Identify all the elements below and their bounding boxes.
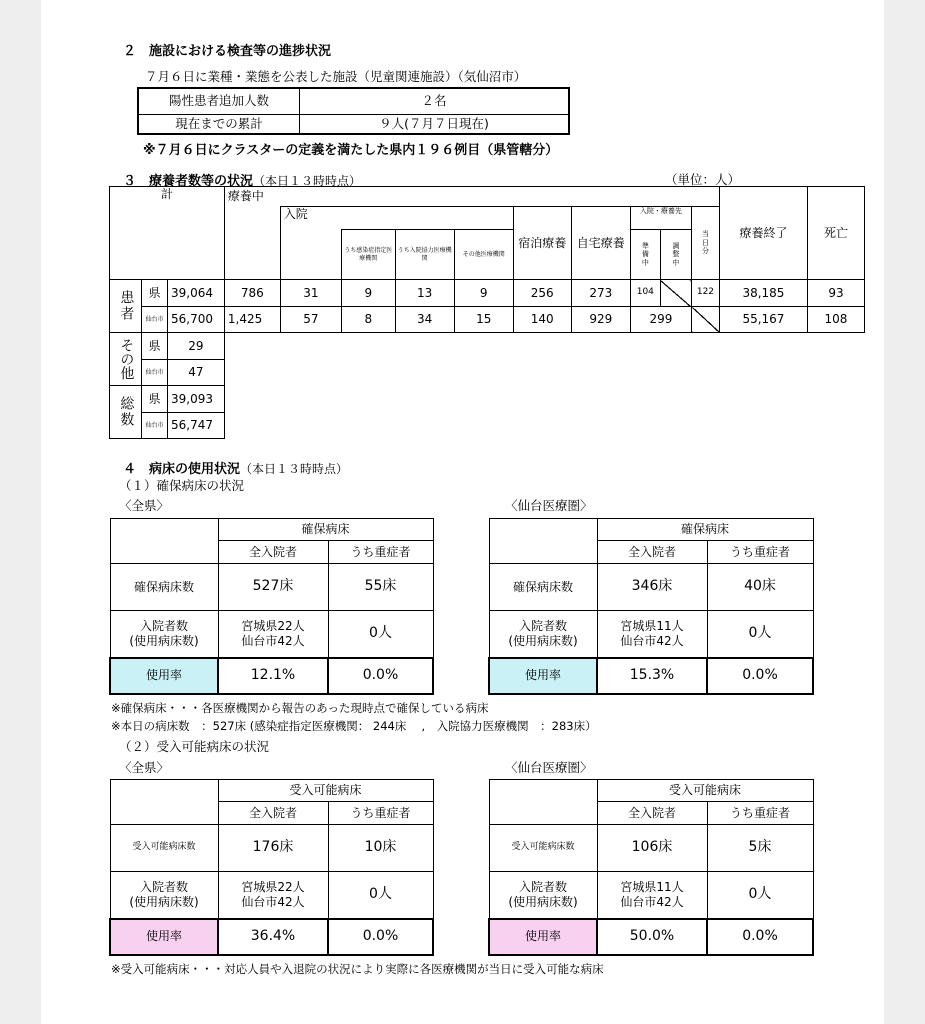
cell: 122 <box>692 280 720 307</box>
patient-status-table <box>109 186 865 439</box>
kakuho-sendai-table <box>488 518 814 695</box>
junbi-header: 準備中 <box>630 230 660 280</box>
cell: 93 <box>807 280 864 307</box>
kakuho-header: 確保病床 <box>218 519 433 541</box>
cell: 5床 <box>707 825 813 872</box>
cumulative-label: 現在までの累計 <box>138 114 300 134</box>
ukeire-sendai-table <box>488 779 814 956</box>
shukuhaku-header: 宿泊療養 <box>513 207 571 280</box>
row-beds: 受入可能病床数 <box>110 825 218 872</box>
cell: 108 <box>807 307 864 333</box>
cell: 527床 <box>218 564 328 611</box>
cell: 56,700 <box>167 307 224 333</box>
cell: 140 <box>513 307 571 333</box>
cell: 0.0% <box>328 658 433 694</box>
cell: 10床 <box>328 825 433 872</box>
row-rate: 使用率 <box>110 919 218 955</box>
cell: 宮城県22人 仙台市42人 <box>218 611 328 658</box>
cell: 36.4% <box>218 919 328 955</box>
cell: 39,093 <box>167 386 224 413</box>
group-sousu: 総数 <box>110 386 142 439</box>
sub2-heading: （２）受入可能病床の状況 <box>119 739 270 754</box>
shibo-header: 死亡 <box>807 187 864 280</box>
row-beds: 受入可能病床数 <box>489 825 597 872</box>
cell: 0.0% <box>328 919 433 955</box>
kakuho-header: 確保病床 <box>597 519 813 541</box>
label-sendai: 仙台市 <box>142 413 168 439</box>
cell: 256 <box>513 280 571 307</box>
cell: 15 <box>454 307 513 333</box>
shuryo-header: 療養終了 <box>719 187 807 280</box>
chosei-header: 調整中 <box>660 230 691 280</box>
added-positive-value: ２名 <box>300 88 570 114</box>
cell: 56,747 <box>167 413 224 439</box>
kansen-header: うち感染症指定医療機関 <box>341 230 395 280</box>
cell: 0人 <box>707 872 813 919</box>
cell: 34 <box>395 307 454 333</box>
kyoryoku-header: うち入院協力医療機関 <box>395 230 454 280</box>
note-ukeire: ※受入可能病床・・・対応人員や入退院の状況により実際に各医療機関が当日に受入可能な病床 <box>111 962 604 976</box>
cell: 29 <box>167 333 224 360</box>
cell: 9 <box>341 280 395 307</box>
cell: 47 <box>167 360 224 386</box>
cell: 55,167 <box>719 307 807 333</box>
kakuho-zenken-table <box>109 518 434 695</box>
cell: 40床 <box>707 564 813 611</box>
cell: 1,425 <box>224 307 280 333</box>
label-sendai: 仙台市 <box>142 360 168 386</box>
section4-heading: ４ 病床の使用状況（本日１３時時点） <box>123 462 349 477</box>
ukeire-header: 受入可能病床 <box>597 780 813 802</box>
cell: 38,185 <box>719 280 807 307</box>
col-all: 全入院者 <box>218 541 328 564</box>
cell: 0人 <box>328 611 433 658</box>
cell: 106床 <box>597 825 707 872</box>
col-all: 全入院者 <box>597 802 707 825</box>
row-inpatients: 入院者数 (使用病床数) <box>489 872 597 919</box>
col-severe: うち重症者 <box>328 802 433 825</box>
cell: 0.0% <box>707 658 813 694</box>
row-rate: 使用率 <box>489 658 597 694</box>
note-beds-today: ※本日の病床数 ：527床 (感染症指定医療機関： 244床 , 入院協力医療機関 ：283床） <box>111 719 597 733</box>
diagonal-cell <box>692 307 720 333</box>
cell: 宮城県11人 仙台市42人 <box>597 611 707 658</box>
note-kakuho: ※確保病床・・・各医療機関から報告のあった現時点で確保している病床 <box>111 701 489 715</box>
document-page <box>41 0 884 1024</box>
col-severe: うち重症者 <box>707 802 813 825</box>
cell: 13 <box>395 280 454 307</box>
cell: 15.3% <box>597 658 707 694</box>
row-inpatients: 入院者数 (使用病床数) <box>110 611 218 658</box>
row-inpatients: 入院者数 (使用病床数) <box>489 611 597 658</box>
label-ken: 県 <box>142 280 168 307</box>
row-inpatients: 入院者数 (使用病床数) <box>110 872 218 919</box>
row-beds: 確保病床数 <box>489 564 597 611</box>
sonota-kikan-header: その他医療機関 <box>454 230 513 280</box>
row-beds: 確保病床数 <box>110 564 218 611</box>
cell: 273 <box>571 280 630 307</box>
positive-count-table <box>137 87 570 135</box>
nyuin-ryoyo-header: 入院・療養先 <box>630 207 691 230</box>
total-header: 計 <box>110 187 225 280</box>
cell: 50.0% <box>597 919 707 955</box>
nyuin-header: 入院 <box>280 207 513 230</box>
label-sendai: 仙台市 <box>142 307 168 333</box>
cell: 104 <box>630 280 660 307</box>
ukeire-header: 受入可能病床 <box>218 780 433 802</box>
cell: 宮城県22人 仙台市42人 <box>218 872 328 919</box>
zenken-label: 〈全県〉 <box>119 498 170 513</box>
section2-heading: ２ 施設における検査等の進捗状況 <box>123 44 332 59</box>
col-severe: うち重症者 <box>328 541 433 564</box>
cell: 0.0% <box>707 919 813 955</box>
section2-subtitle: ７月６日に業種・業態を公表した施設（児童関連施設）（気仙沼市） <box>145 69 527 84</box>
group-kanja: 患者 <box>110 280 142 333</box>
cell: 宮城県11人 仙台市42人 <box>597 872 707 919</box>
diagonal-cell <box>660 280 691 307</box>
tojitsu-header: 当日分 <box>692 207 720 280</box>
row-rate: 使用率 <box>110 658 218 694</box>
sendai-area-label: 〈仙台医療圏〉 <box>505 498 593 513</box>
cell: 9 <box>454 280 513 307</box>
cell: 55床 <box>328 564 433 611</box>
cell: 299 <box>630 307 691 333</box>
cell: 31 <box>280 280 341 307</box>
unit-label: （単位：人） <box>665 172 741 187</box>
col-all: 全入院者 <box>597 541 707 564</box>
cell: 12.1% <box>218 658 328 694</box>
cell: 786 <box>224 280 280 307</box>
col-severe: うち重症者 <box>707 541 813 564</box>
zenken-label-2: 〈全県〉 <box>119 760 170 775</box>
cell: 57 <box>280 307 341 333</box>
label-ken: 県 <box>142 386 168 413</box>
ryoyochu-header: 療養中 <box>224 187 719 207</box>
cell: 346床 <box>597 564 707 611</box>
ukeire-zenken-table <box>109 779 434 956</box>
jitaku-header: 自宅療養 <box>571 207 630 280</box>
cell: 0人 <box>707 611 813 658</box>
cell: 8 <box>341 307 395 333</box>
cumulative-value: ９人(７月７日現在) <box>300 114 570 134</box>
cluster-note: ※７月６日にクラスターの定義を満たした県内１９６例目（県管轄分） <box>143 143 559 158</box>
cell: 39,064 <box>167 280 224 307</box>
cell: 176床 <box>218 825 328 872</box>
sub1-heading: （１）確保病床の状況 <box>119 478 245 493</box>
group-sonota: その他 <box>110 333 142 386</box>
cell: 0人 <box>328 872 433 919</box>
added-positive-label: 陽性患者追加人数 <box>138 88 300 114</box>
label-ken: 県 <box>142 333 168 360</box>
sendai-area-label-2: 〈仙台医療圏〉 <box>505 760 593 775</box>
cell: 929 <box>571 307 630 333</box>
row-rate: 使用率 <box>489 919 597 955</box>
section3-heading: ３ 療養者数等の状況（本日１３時時点） <box>123 174 362 189</box>
col-all: 全入院者 <box>218 802 328 825</box>
